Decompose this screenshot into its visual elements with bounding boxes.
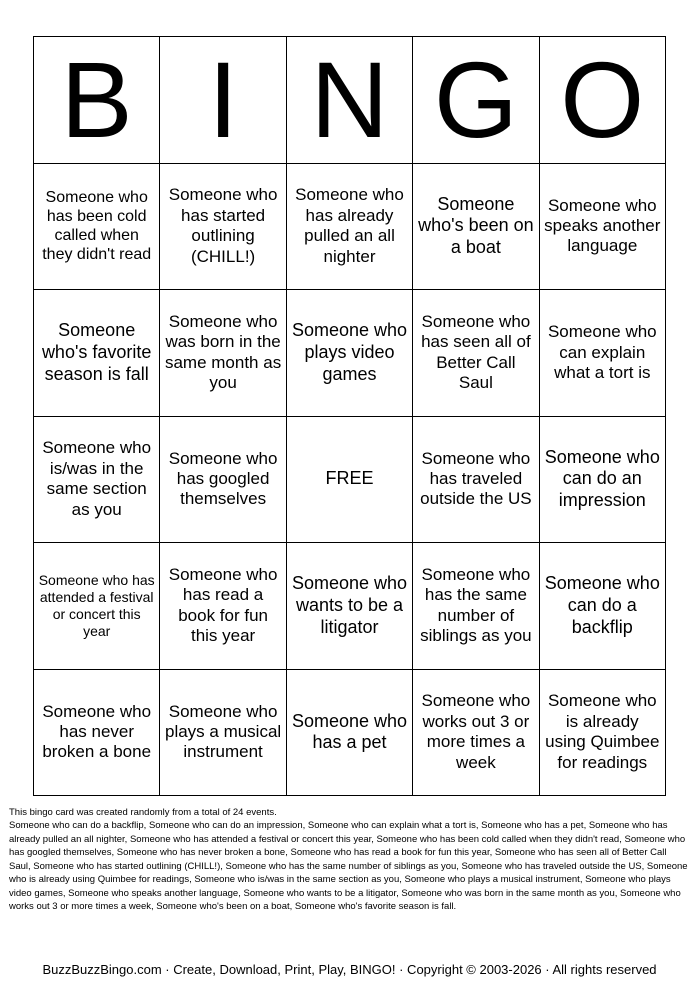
header-letter-g: G [413, 37, 539, 164]
bingo-cell: Someone who has started outlining (CHILL!) [160, 164, 286, 291]
bingo-cell: Someone who plays a musical instrument [160, 670, 286, 797]
copyright-line: BuzzBuzzBingo.com · Create, Download, Print, Play, BINGO! · Copyright © 2003-2026 · All rights reserved [42, 962, 657, 977]
bingo-cell: Someone who has a pet [287, 670, 413, 797]
bingo-cell: Someone who has traveled outside the US [413, 417, 539, 544]
bingo-cell: Someone who has been cold called when they didn't read [34, 164, 160, 291]
bingo-cell: Someone who has attended a festival or concert this year [34, 543, 160, 670]
footer-intro: This bingo card was created randomly from a total of 24 events. [9, 807, 277, 818]
footer-description [9, 806, 690, 914]
bingo-cell: Someone who is/was in the same section as you [34, 417, 160, 544]
free-space: FREE [287, 417, 413, 544]
bingo-cell: Someone who wants to be a litigator [287, 543, 413, 670]
bingo-card [33, 36, 666, 796]
bingo-cell: Someone who has the same number of siblings as you [413, 543, 539, 670]
bingo-cell: Someone who has never broken a bone [34, 670, 160, 797]
header-letter-b: B [34, 37, 160, 164]
bingo-cell: Someone who works out 3 or more times a week [413, 670, 539, 797]
bingo-cell: Someone who's been on a boat [413, 164, 539, 291]
bingo-cell: Someone who has already pulled an all nighter [287, 164, 413, 291]
bingo-cell: Someone who has seen all of Better Call Saul [413, 290, 539, 417]
bingo-cell: Someone who has read a book for fun this year [160, 543, 286, 670]
bingo-cell: Someone who was born in the same month as you [160, 290, 286, 417]
header-letter-n: N [287, 37, 413, 164]
footer-event-list: Someone who can do a backflip, Someone who can do an impression, Someone who can explain what a tort is, Someone who has a pet, Someone who has already pulled an all nighter, Someone who has attended a festival or concert this year, Someone who has been cold called when they didn't read, Someone who has googled themselves, Someone who has never broken a bone, Someone who has read a book for fun this year, Someone who has seen all of Better Call Saul, Someone who has started outlining (CHILL!), Someone who has the same number of siblings as you, Someone who has traveled outside the US, Someone who is already using Quimbee for readings, Someone who is/was in the same section as you, Someone who plays a musical instrument, Someone who plays video games, Someone who speaks another language, Someone who wants to be a litigator, Someone who was born in the same month as you, Someone who works out 3 or more times a week, Someone who's been on a boat, Someone who's favorite season is fall. [9, 820, 688, 913]
bingo-cell: Someone who's favorite season is fall [34, 290, 160, 417]
bingo-cell: Someone who is already using Quimbee for readings [540, 670, 666, 797]
bingo-cell: Someone who can do a backflip [540, 543, 666, 670]
header-letter-i: I [160, 37, 286, 164]
bingo-cell: Someone who has googled themselves [160, 417, 286, 544]
bingo-cell: Someone who can explain what a tort is [540, 290, 666, 417]
bingo-cell: Someone who speaks another language [540, 164, 666, 291]
bingo-cell: Someone who can do an impression [540, 417, 666, 544]
bingo-cell: Someone who plays video games [287, 290, 413, 417]
header-letter-o: O [540, 37, 666, 164]
